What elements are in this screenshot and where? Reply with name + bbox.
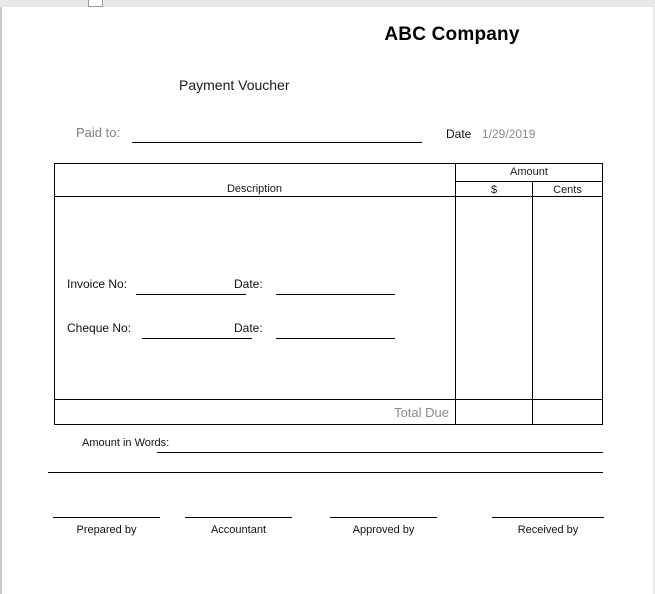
- signature-line[interactable]: [330, 517, 437, 518]
- voucher-document-sheet: [2, 7, 653, 594]
- cheque-date-input-line[interactable]: [276, 338, 395, 339]
- amount-header-divider: [455, 181, 603, 182]
- cheque-no-label: Cheque No:: [67, 321, 132, 335]
- amount-in-words-line-2[interactable]: [48, 472, 603, 473]
- paid-to-input-line[interactable]: [132, 142, 422, 143]
- invoice-no-input-line[interactable]: [136, 294, 246, 295]
- document-title: Payment Voucher: [179, 77, 290, 93]
- signature-block-prepared-by: [53, 517, 160, 536]
- table-border-bottom: [54, 424, 603, 425]
- column-header-amount: Amount: [510, 166, 548, 178]
- date-value[interactable]: 1/29/2019: [482, 127, 536, 141]
- signature-block-received-by: [492, 517, 604, 536]
- invoice-date-input-line[interactable]: [276, 294, 395, 295]
- table-header-divider: [54, 196, 603, 197]
- signature-block-approved-by: [330, 517, 437, 536]
- paid-to-label: Paid to:: [76, 125, 121, 140]
- dollars-cents-divider: [532, 181, 533, 425]
- signature-caption: Prepared by: [76, 524, 137, 536]
- signature-line[interactable]: [53, 517, 160, 518]
- table-border-right: [602, 163, 603, 425]
- amount-in-words-line-1[interactable]: [157, 452, 603, 453]
- table-border-top: [54, 163, 603, 164]
- company-name-heading: ABC Company: [384, 24, 520, 45]
- column-header-dollars: $: [490, 184, 498, 196]
- total-row-divider: [54, 399, 603, 400]
- total-due-label: Total Due: [394, 405, 449, 420]
- description-amount-divider: [455, 163, 456, 425]
- invoice-no-label: Invoice No:: [67, 277, 128, 291]
- cheque-no-input-line[interactable]: [142, 338, 252, 339]
- signature-caption: Approved by: [352, 524, 415, 536]
- table-border-left: [54, 163, 55, 425]
- signature-block-accountant: [185, 517, 292, 536]
- page-marker-tab: [88, 0, 103, 7]
- column-header-cents: Cents: [553, 184, 582, 196]
- signature-line[interactable]: [185, 517, 292, 518]
- date-label: Date: [446, 127, 472, 141]
- amount-in-words-label: Amount in Words:: [82, 437, 170, 449]
- voucher-table: [54, 163, 603, 425]
- signature-line[interactable]: [492, 517, 604, 518]
- signature-caption: Accountant: [210, 524, 267, 536]
- signature-caption: Received by: [517, 524, 579, 536]
- cheque-date-label: Date:: [234, 321, 263, 335]
- column-header-description: Description: [226, 183, 283, 195]
- invoice-date-label: Date:: [234, 277, 263, 291]
